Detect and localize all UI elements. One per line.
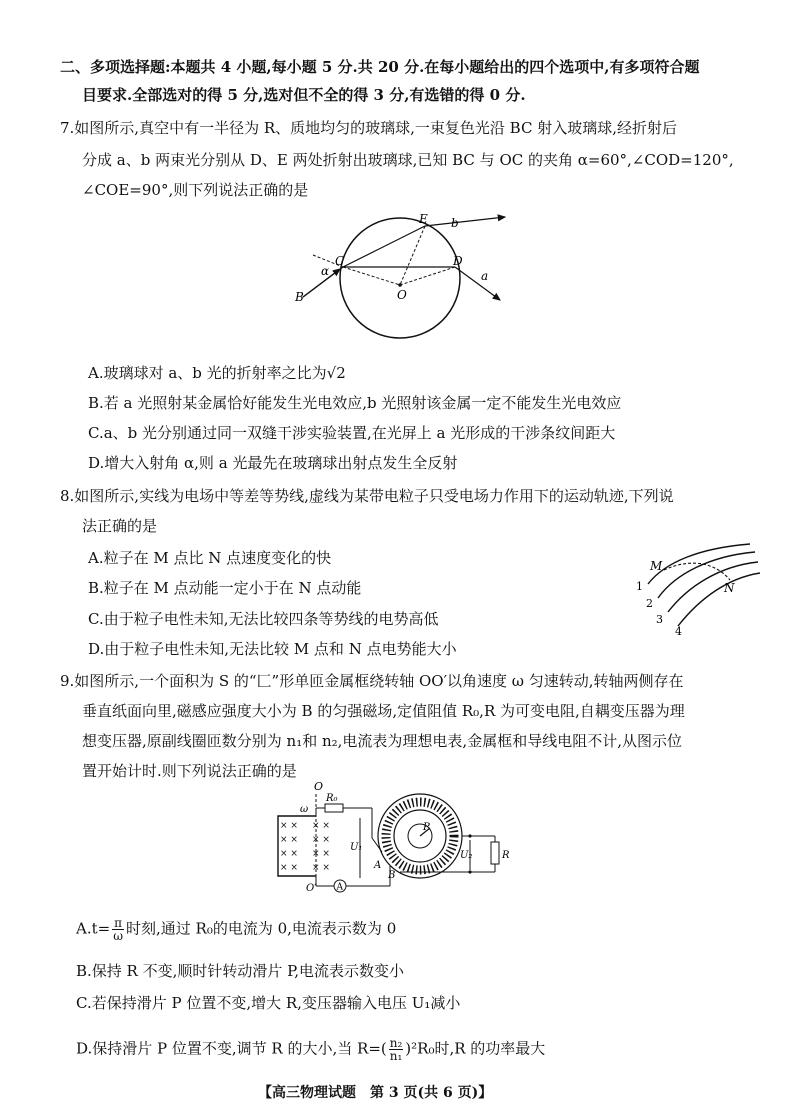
radius-OC bbox=[343, 267, 400, 285]
q7-option-D: D.增大入射角 α,则 a 光最先在玻璃球出射点发生全反射 bbox=[88, 454, 458, 472]
label-alpha: α bbox=[321, 264, 330, 278]
section-heading-line1: 二、多项选择题:本题共 4 小题,每小题 5 分.共 20 分.在每小题给出的四个选项中,有多项符合题 bbox=[60, 58, 700, 76]
q9-option-A-prefix: A.t= bbox=[76, 919, 111, 938]
fraction-n2-over-n1 bbox=[389, 1037, 404, 1062]
q8-stem-line1: 8.如图所示,实线为电场中等差等势线,虚线为某带电粒子只受电场力作用下的运动轨迹,下列说 bbox=[60, 487, 674, 505]
svg-text:× ×: × × bbox=[312, 835, 330, 845]
q8-option-A: A.粒子在 M 点比 N 点速度变化的快 bbox=[88, 549, 332, 567]
fraction-num: n₂ bbox=[389, 1036, 403, 1050]
svg-text:× ×: × × bbox=[312, 821, 330, 831]
q7-stem-line1: 7.如图所示,真空中有一半径为 R、质地均匀的玻璃球,一束复色光沿 BC 射入玻璃球,经折射后 bbox=[60, 119, 677, 137]
q9-option-B: B.保持 R 不变,顺时针转动滑片 P,电流表示数变小 bbox=[76, 962, 404, 980]
label-C: C bbox=[335, 254, 345, 268]
glass-sphere bbox=[340, 218, 460, 338]
fraction-num: π bbox=[114, 916, 123, 930]
q9-stem-line3: 想变压器,原副线圈匝数分别为 n₁和 n₂,电流表为理想电表,金属框和导线电阻不计,从图示位 bbox=[82, 732, 682, 750]
ray-a-exit bbox=[455, 267, 500, 300]
q7-figure bbox=[285, 205, 515, 350]
q9-stem-line4: 置开始计时.则下列说法正确的是 bbox=[82, 762, 297, 780]
radius-OE bbox=[400, 226, 425, 285]
section-heading-line2: 目要求.全部选对的得 5 分,选对但不全的得 3 分,有选错的得 0 分. bbox=[82, 86, 526, 104]
q9-option-D-prefix: D.保持滑片 P 位置不变,调节 R 的大小,当 R=( bbox=[76, 1039, 387, 1058]
q9-option-D bbox=[76, 1037, 545, 1062]
svg-text:× ×: × × bbox=[280, 821, 298, 831]
equipotential-4 bbox=[678, 573, 760, 626]
q9-stem-line1: 9.如图所示,一个面积为 S 的“匚”形单匝金属框绕转轴 OO′以角速度 ω 匀速转动,转轴两侧存在 bbox=[60, 672, 684, 690]
fraction-den: n₁ bbox=[389, 1049, 403, 1063]
q9-option-A-suffix: 时刻,通过 R₀的电流为 0,电流表示数为 0 bbox=[126, 919, 397, 938]
q7-stem-line2: 分成 a、b 两束光分别从 D、E 两处折射出玻璃球,已知 BC 与 OC 的夹角 α=60°,∠COD=120°, bbox=[82, 151, 734, 169]
label-O-prime: O′ bbox=[306, 883, 317, 893]
label-4: 4 bbox=[675, 625, 682, 638]
q8-option-C: C.由于粒子电性未知,无法比较四条等势线的电势高低 bbox=[88, 610, 439, 628]
label-P: P bbox=[423, 822, 430, 833]
q9-option-C: C.若保持滑片 P 位置不变,增大 R,变压器输入电压 U₁减小 bbox=[76, 994, 461, 1012]
label-b: b bbox=[451, 216, 459, 230]
label-B: B bbox=[388, 870, 396, 881]
label-O: O bbox=[314, 780, 324, 793]
resistor-R bbox=[491, 842, 499, 864]
label-M: M bbox=[650, 559, 663, 573]
q9-option-D-suffix: )²R₀时,R 的功率最大 bbox=[405, 1039, 546, 1058]
label-E: E bbox=[419, 212, 428, 226]
q9-option-A bbox=[76, 917, 396, 942]
fraction-den: ω bbox=[113, 929, 123, 943]
q8-stem-line2: 法正确的是 bbox=[82, 517, 158, 535]
label-omega: ω bbox=[300, 804, 309, 815]
q7-option-A: A.玻璃球对 a、b 光的折射率之比为√2 bbox=[88, 364, 346, 382]
q8-option-B: B.粒子在 M 点动能一定小于在 N 点动能 bbox=[88, 579, 362, 597]
equipotential-2 bbox=[658, 552, 755, 598]
label-N: N bbox=[724, 581, 735, 595]
label-R0: R₀ bbox=[326, 793, 338, 804]
q8-figure bbox=[620, 540, 760, 640]
ray-b-exit bbox=[425, 217, 505, 226]
label-A: A bbox=[374, 860, 382, 871]
page-footer: 【高三物理试题 第 3 页(共 6 页)】 bbox=[258, 1085, 493, 1101]
svg-text:× ×: × × bbox=[312, 849, 330, 859]
svg-text:× ×: × × bbox=[280, 863, 298, 873]
ray-b-inside bbox=[343, 226, 425, 267]
resistor-R0 bbox=[325, 804, 343, 812]
radius-OD bbox=[400, 267, 455, 285]
label-a: a bbox=[481, 269, 489, 283]
label-3: 3 bbox=[656, 613, 663, 626]
q7-option-B: B.若 a 光照射某金属恰好能发生光电效应,b 光照射该金属一定不能发生光电效应 bbox=[88, 394, 622, 412]
label-D: D bbox=[453, 254, 463, 268]
label-O: O bbox=[397, 288, 407, 302]
svg-text:× ×: × × bbox=[280, 849, 298, 859]
equipotential-3 bbox=[668, 562, 758, 612]
fraction-pi-over-omega bbox=[112, 917, 124, 942]
ammeter-label: A bbox=[336, 882, 343, 893]
q7-option-C: C.a、b 光分别通过同一双缝干涉实验装置,在光屏上 a 光形成的干涉条纹间距大 bbox=[88, 424, 616, 442]
q8-option-D: D.由于粒子电性未知,无法比较 M 点和 N 点电势能大小 bbox=[88, 640, 457, 658]
q9-stem-line2: 垂直纸面向里,磁感应强度大小为 B 的匀强磁场,定值阻值 R₀,R 为可变电阻,自耦变压器为理 bbox=[82, 702, 685, 720]
label-2: 2 bbox=[646, 597, 653, 610]
svg-text:× ×: × × bbox=[312, 863, 330, 873]
label-U2: U₂ bbox=[460, 850, 473, 861]
magnetic-field-crosses bbox=[280, 821, 330, 873]
q7-stem-line3: ∠COE=90°,则下列说法正确的是 bbox=[82, 181, 309, 199]
svg-text:× ×: × × bbox=[280, 835, 298, 845]
label-U1: U₁ bbox=[350, 842, 363, 853]
label-1: 1 bbox=[636, 580, 643, 593]
label-B: B bbox=[295, 290, 304, 304]
q9-figure bbox=[270, 778, 520, 893]
label-R: R bbox=[502, 850, 510, 861]
